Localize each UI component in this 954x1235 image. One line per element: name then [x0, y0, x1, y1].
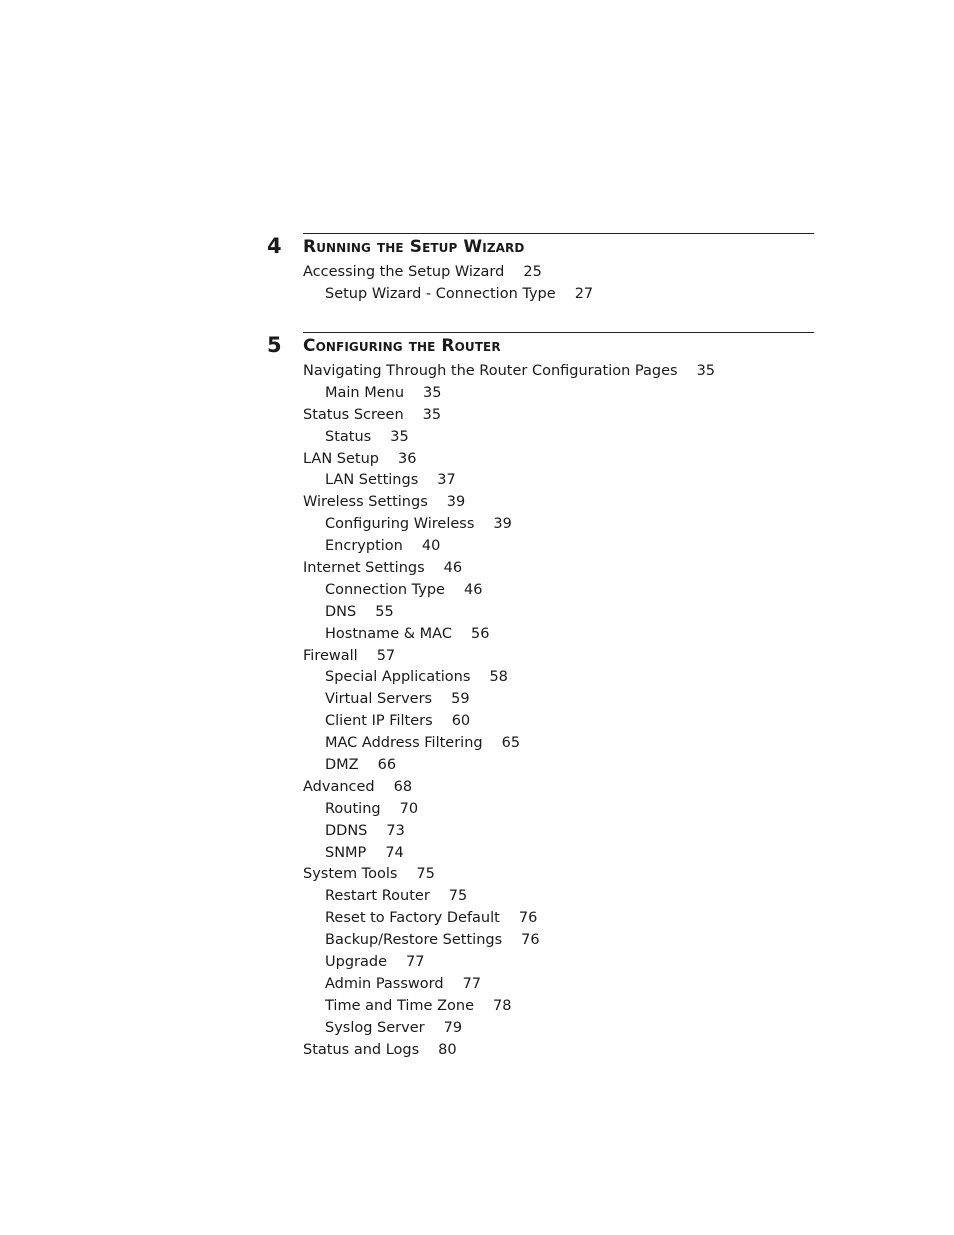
- toc-entry: [303, 843, 715, 865]
- toc-entry-title: Upgrade: [325, 954, 387, 971]
- toc-page-number: 68: [393, 778, 413, 795]
- toc-page-number: 78: [493, 997, 512, 1014]
- toc-entry-title: MAC Address Filtering: [325, 735, 483, 752]
- toc-entry: [303, 821, 715, 843]
- toc-entry-title: Wireless Settings: [303, 494, 428, 511]
- toc-page-number: 60: [451, 713, 471, 730]
- toc-entry: [303, 755, 715, 777]
- toc-entry-title: DDNS: [325, 822, 368, 839]
- toc-entry-title: Syslog Server: [325, 1019, 425, 1036]
- toc-entry-title: Time and Time Zone: [325, 997, 474, 1014]
- toc-entry-title: Special Applications: [325, 669, 471, 686]
- toc-entry: [303, 996, 715, 1018]
- toc-entry-title: Status: [325, 428, 372, 445]
- toc-page-number: 65: [501, 735, 521, 752]
- chapter-rule: [303, 233, 814, 234]
- chapter-rule: [303, 332, 814, 333]
- toc-entry: [303, 908, 715, 930]
- toc-entry-title: Accessing the Setup Wizard: [303, 264, 505, 280]
- toc-page-number: 39: [446, 494, 466, 511]
- toc-entry-title: Client IP Filters: [325, 713, 433, 730]
- toc-entry-title: Routing: [325, 800, 381, 817]
- toc-entry: [303, 383, 715, 405]
- toc-entry-title: Firewall: [303, 647, 358, 664]
- toc-entry: [303, 886, 715, 908]
- toc-entry: [303, 284, 593, 306]
- toc-entry: [303, 262, 593, 284]
- toc-entry: [303, 405, 715, 427]
- toc-entry: [303, 492, 715, 514]
- toc-entry-title: Status and Logs: [303, 1041, 420, 1058]
- chapter-title: Running the Setup Wizard: [303, 237, 525, 257]
- toc-entry-title: Reset to Factory Default: [325, 910, 500, 927]
- toc-entry: [303, 624, 715, 646]
- toc-page-number: 40: [421, 538, 441, 555]
- toc-entry: [303, 733, 715, 755]
- toc-page-number: 74: [385, 844, 404, 861]
- toc-entry: [303, 646, 715, 668]
- toc-entry: [303, 558, 715, 580]
- toc-page-number: 75: [416, 866, 435, 883]
- toc-page-number: 55: [375, 603, 394, 620]
- toc-page-number: 37: [437, 472, 456, 489]
- toc-entry-title: Setup Wizard - Connection Type: [325, 285, 556, 302]
- toc-page-number: 46: [463, 581, 483, 598]
- toc-page-number: 35: [390, 428, 409, 445]
- toc-entry-title: SNMP: [325, 844, 367, 861]
- toc-entry-title: Backup/Restore Settings: [325, 932, 503, 949]
- toc-page-number: 56: [470, 625, 490, 642]
- toc-entry: [303, 449, 715, 471]
- toc-page-number: 35: [422, 406, 442, 423]
- toc-entry: [303, 667, 715, 689]
- toc-page-number: 46: [443, 560, 463, 577]
- toc-page-number: 58: [489, 669, 508, 686]
- toc-page-number: 80: [438, 1041, 457, 1058]
- toc-entry: [303, 952, 715, 974]
- toc-page-number: 77: [462, 975, 482, 992]
- toc-page-number: 27: [574, 285, 594, 302]
- toc-entry: [303, 864, 715, 886]
- toc-entry: [303, 536, 715, 558]
- toc-entry-title: DMZ: [325, 757, 359, 774]
- toc-entry-title: Internet Settings: [303, 560, 425, 577]
- chapter-number: 5: [267, 333, 282, 357]
- toc-entry: [303, 580, 715, 602]
- toc-page-number: 59: [451, 691, 470, 708]
- toc-entry: [303, 361, 715, 383]
- chapter-title: Configuring the Router: [303, 336, 501, 356]
- toc-entry-title: Navigating Through the Router Configuration Pages: [303, 363, 678, 379]
- toc-entry-title: Restart Router: [325, 888, 430, 905]
- chapter-number: 4: [267, 234, 282, 258]
- toc-page-number: 35: [423, 384, 442, 401]
- toc-page-number: 25: [523, 264, 542, 280]
- toc-entries: [303, 262, 593, 306]
- toc-entry: [303, 1040, 715, 1062]
- toc-entry-title: Main Menu: [325, 384, 405, 401]
- toc-entry: [303, 777, 715, 799]
- toc-page-number: 79: [443, 1019, 463, 1036]
- toc-entry: [303, 974, 715, 996]
- toc-entry-title: Virtual Servers: [325, 691, 433, 708]
- toc-entry: [303, 470, 715, 492]
- toc-entry: [303, 427, 715, 449]
- toc-entry: [303, 602, 715, 624]
- toc-entry-title: Advanced: [303, 778, 375, 795]
- toc-entry: [303, 930, 715, 952]
- toc-page-number: 73: [386, 822, 405, 839]
- toc-entry-title: Hostname & MAC: [325, 625, 452, 642]
- toc-entry: [303, 1018, 715, 1040]
- toc-entry-title: DNS: [325, 603, 357, 620]
- toc-page-number: 39: [493, 516, 512, 533]
- toc-entry: [303, 514, 715, 536]
- toc-entry-title: Status Screen: [303, 406, 404, 423]
- toc-page-number: 36: [398, 450, 417, 467]
- toc-page-number: 66: [377, 757, 397, 774]
- toc-entry: [303, 799, 715, 821]
- toc-entry: [303, 689, 715, 711]
- toc-page-number: 76: [518, 910, 538, 927]
- toc-entry: [303, 711, 715, 733]
- toc-page-number: 70: [399, 800, 419, 817]
- toc-page-number: 76: [521, 932, 540, 949]
- toc-page-number: 57: [376, 647, 396, 664]
- toc-page-number: 35: [696, 363, 716, 379]
- toc-page-number: 77: [406, 954, 425, 971]
- toc-page-number: 75: [448, 888, 468, 905]
- toc-entry-title: Admin Password: [325, 975, 444, 992]
- toc-entry-title: LAN Setup: [303, 450, 379, 467]
- toc-entry-title: System Tools: [303, 866, 398, 883]
- toc-entry-title: LAN Settings: [325, 472, 419, 489]
- toc-entries: [303, 361, 715, 1062]
- toc-entry-title: Configuring Wireless: [325, 516, 475, 533]
- toc-entry-title: Connection Type: [325, 581, 445, 598]
- toc-entry-title: Encryption: [325, 538, 403, 555]
